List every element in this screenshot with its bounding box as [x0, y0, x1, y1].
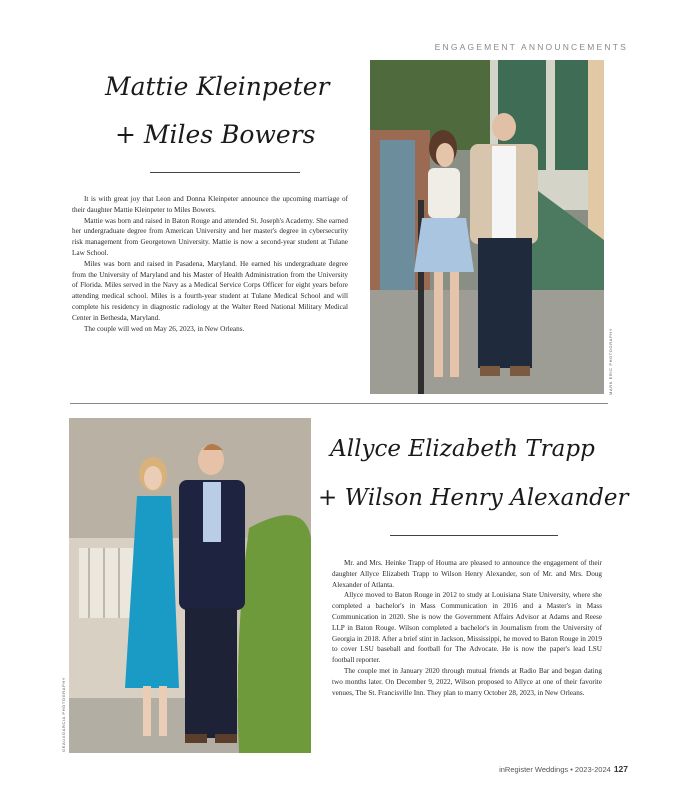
page-number: 127 [613, 764, 628, 774]
couple1-name-line1: Mattie Kleinpeter [105, 72, 330, 101]
couple2-divider [390, 535, 558, 536]
couple1-divider [150, 172, 300, 173]
couple2-paragraph: The couple met in January 2020 through mutual friends at Radio Bar and began dating two months later. On December 9, 2022, Wilson proposed to Allyce at one of their favorite venues, The St. Francisville Inn. They plan to marry October 28, 2023, in New Orleans. [332, 666, 602, 697]
section-divider [70, 403, 608, 404]
couple2-name-line2: + Wilson Henry Alexander [318, 485, 629, 511]
couple2-photo [69, 418, 311, 753]
couple1-name-line2: + Miles Bowers [115, 120, 316, 149]
couple2-paragraph: Allyce moved to Baton Rouge in 2012 to study at Louisiana State University, where she completed a bachelor's in Mass Communication in 2016 and a Master's in Mass Communication in 2020. She is now the Government Affairs Advisor at Adams and Reese LLP in Baton Rouge. Wilson completed a bachelor's in Journalism from the University of Georgia in 2018. After a brief stint in Jackson, Mississippi, he moved to Baton Rouge in 2019 to cover LSU baseball and football for The Advocate. He is now the paper's lead LSU football reporter. [332, 591, 602, 665]
couple1-photo-credit: MARK ERIC PHOTOGRAPHY [608, 328, 613, 395]
couple2-paragraph: Mr. and Mrs. Heinke Trapp of Houma are pleased to announce the engagement of their daughter Allyce Elizabeth Trapp to Wilson Henry Alexander, son of Mr. and Mrs. Doug Alexander of Atlanta. [332, 559, 602, 589]
couple1-photo [370, 60, 604, 394]
couple1-paragraph: It is with great joy that Leon and Donna Kleinpeter announce the upcoming marriage of their daughter Mattie Kleinpeter to Miles Bowers. [72, 195, 348, 214]
couple1-body [72, 194, 348, 334]
couple1-paragraph: The couple will wed on May 26, 2023, in New Orleans. [84, 324, 245, 333]
page-footer [499, 764, 628, 774]
section-label: ENGAGEMENT ANNOUNCEMENTS [434, 42, 628, 52]
couple2-photo-credit: GEAUXGARCIA PHOTOGRAPHY [61, 676, 66, 752]
couple1-paragraph: Miles was born and raised in Pasadena, Maryland. He earned his undergraduate degree from the University of Maryland and his Master of Health Administration from the University of Florida. Miles served in the Navy as a Medical Service Corps Officer for eight years before attending medical school. Miles is a fourth-year student at Tulane Medical School and will complete his residency in diagnostic radiology at the Walter Reed National Military Medical Center in Bethesda, Maryland. [72, 259, 348, 322]
couple1-paragraph: Mattie was born and raised in Baton Rouge and attended St. Joseph's Academy. She earned her undergraduate degree from American University and her master's degree in cybersecurity risk management from Georgetown University. Mattie is now a second-year student at Tulane Law School. [72, 216, 348, 257]
couple2-name-line1: Allyce Elizabeth Trapp [330, 436, 595, 462]
couple2-body [332, 558, 602, 698]
publication-name: inRegister Weddings • 2023-2024 [499, 765, 611, 774]
